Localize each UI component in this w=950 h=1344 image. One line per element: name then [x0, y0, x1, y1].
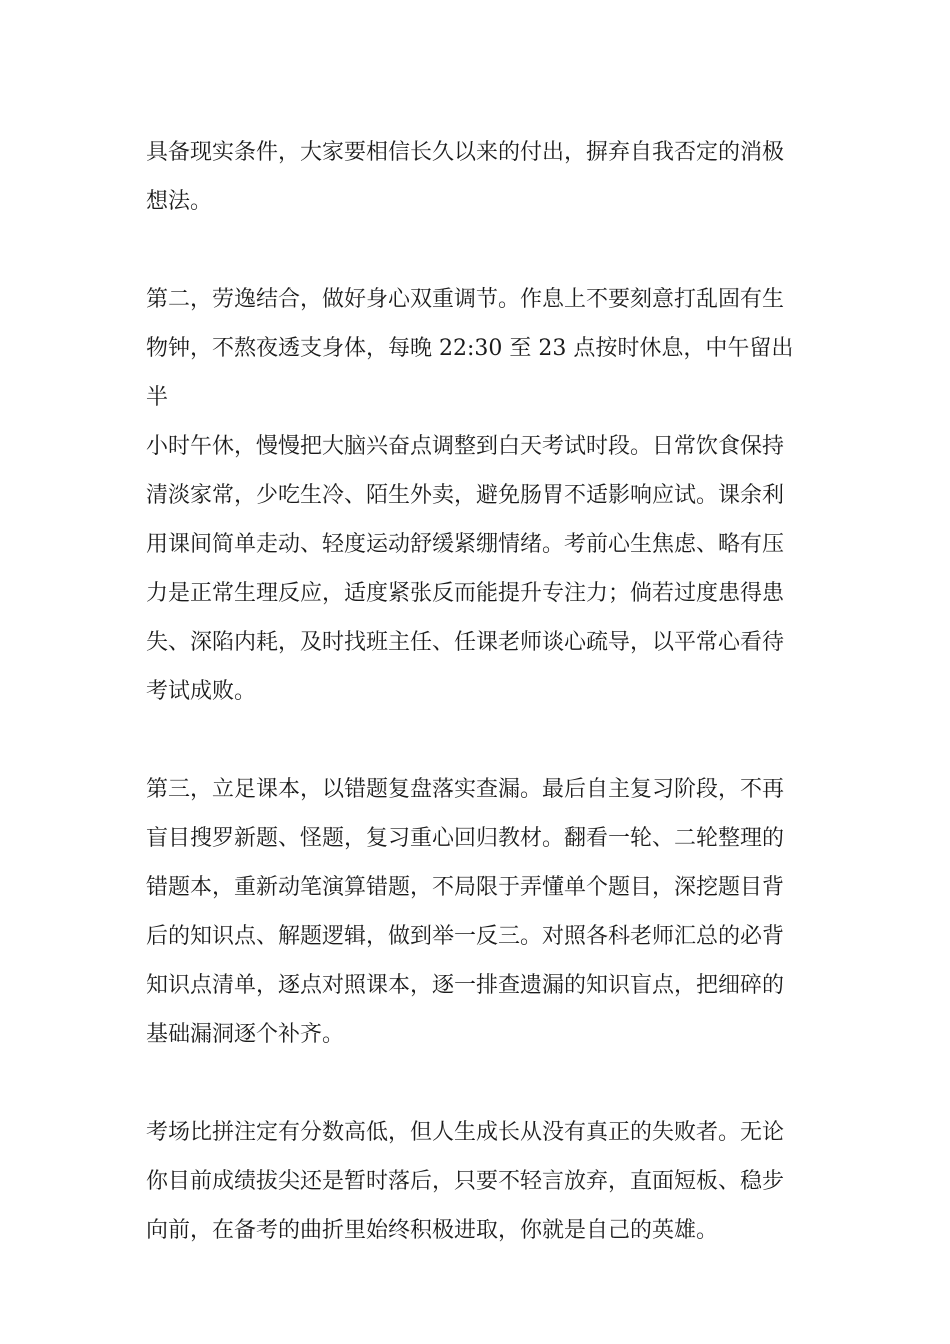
document-body — [146, 128, 806, 1255]
paragraph-intro-end: 具备现实条件，大家要相信长久以来的付出，摒弃自我否定的消极 想法。 — [146, 140, 785, 214]
paragraph-point-three: 第三，立足课本，以错题复盘落实查漏。最后自主复习阶段，不再 盲目搜罗新题、怪题，复习重心回归教材。翻看一轮、二轮整理的 错题本，重新动笔演算错题，不局限于弄懂单个题目，深挖题目背 后的知识点、解题逻辑，做到举一反三。对照各科老师汇总的必背 知识点清单，逐点对照课本，逐一排查遗漏的知识盲点，把细碎的 基础漏洞逐个补齐。 — [146, 777, 785, 1047]
paragraph-point-two: 第二，劳逸结合，做好身心双重调节。作息上不要刻意打乱固有生 物钟，不熬夜透支身体，每晚 22:30 至 23 点按时休息，中午留出半 小时午休，慢慢把大脑兴奋点调整到白天考试时段。日常饮食保持 清淡家常，少吃生冷、陌生外卖，避免肠胃不适影响应试。课余利 用课间简单走动、轻度运动舒缓紧绷情绪。考前心生焦虑、略有压 力是正常生理反应，适度紧张反而能提升专注力；倘若过度患得患 失、深陷内耗，及时找班主任、任课老师谈心疏导，以平常心看待 考试成败。 — [146, 287, 794, 704]
paragraph-closing: 考场比拼注定有分数高低，但人生成长从没有真正的失败者。无论 你目前成绩拔尖还是暂时落后，只要不轻言放弃，直面短板、稳步 向前，在备考的曲折里始终积极进取，你就是自己的英雄。 — [146, 1120, 785, 1243]
